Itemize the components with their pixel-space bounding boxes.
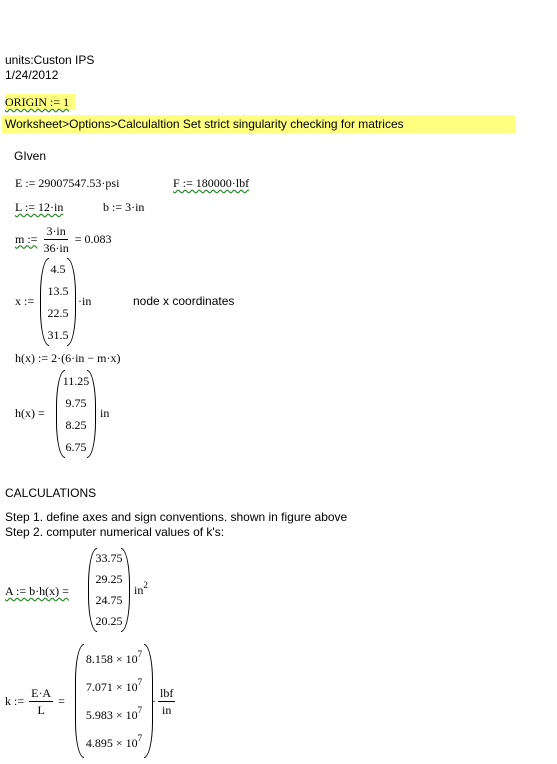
k-value (75, 733, 153, 751)
x-note: node x coordinates (133, 294, 235, 308)
k-mantissa: 5.983 × 10 (85, 708, 138, 722)
A-lhs: A := b·h(x) = (5, 584, 69, 598)
k-equals: = (58, 693, 65, 708)
x-value: 22.5 (47, 306, 69, 320)
k-value (75, 677, 153, 695)
h-value: 6.75 (65, 440, 87, 454)
m-lhs: m := (15, 231, 38, 246)
h-value: 8.25 (65, 418, 87, 432)
m-fraction (41, 223, 70, 256)
h-value: 11.25 (62, 374, 90, 388)
A-definition[interactable] (5, 584, 69, 599)
L-text: L := 12·in (15, 200, 64, 214)
k-exponent: 7 (137, 649, 143, 659)
calculations-heading: CALCULATIONS (5, 486, 97, 500)
k-unit (152, 683, 175, 719)
F-definition[interactable] (173, 176, 249, 191)
origin-statement[interactable] (5, 94, 75, 110)
k-definition[interactable] (5, 683, 65, 719)
A-unit (134, 580, 148, 598)
k-mantissa: 4.895 × 10 (85, 736, 138, 750)
h-lhs: h(x) = (15, 406, 45, 420)
x-value: 13.5 (47, 284, 69, 298)
k-unit-denominator: in (162, 702, 172, 717)
k-exponent: 7 (137, 705, 143, 715)
k-unit-dot: · (152, 693, 156, 708)
k-value (75, 649, 153, 667)
x-vector[interactable] (40, 258, 76, 346)
x-lhs: x := (15, 294, 35, 308)
E-definition[interactable]: E := 29007547.53·psi (15, 176, 120, 190)
m-numerator: 3·in (46, 223, 66, 238)
A-value: 20.25 (95, 614, 123, 628)
k-lhs: k := (5, 693, 25, 708)
origin-text: ORIGIN := 1 (5, 95, 70, 109)
date-text: 1/24/2012 (5, 68, 59, 82)
given-label: GIven (14, 149, 47, 163)
k-denominator: L (37, 702, 45, 717)
h-vector[interactable] (56, 370, 96, 458)
worksheet-note[interactable]: Worksheet>Options>Calculaltion Set strict singularity checking for matrices (2, 115, 515, 133)
L-definition[interactable] (15, 200, 63, 215)
F-text: F := 180000·lbf (173, 176, 250, 190)
b-definition[interactable]: b := 3·in (103, 200, 145, 214)
k-vector[interactable] (75, 644, 153, 758)
A-value: 33.75 (95, 551, 123, 565)
A-value: 29.25 (95, 572, 123, 586)
units-text: units:Custon IPS (5, 53, 95, 67)
A-vector[interactable] (88, 548, 130, 632)
k-exponent: 7 (137, 677, 143, 687)
m-denominator: 36·in (43, 240, 69, 255)
k-mantissa: 7.071 × 10 (85, 680, 138, 694)
h-value: 9.75 (65, 396, 87, 410)
x-unit: ·in (78, 294, 92, 308)
A-unit-exponent: 2 (143, 580, 148, 590)
k-value (75, 705, 153, 723)
x-value: 31.5 (47, 328, 69, 342)
A-value: 24.75 (95, 593, 123, 607)
m-result: = 0.083 (74, 231, 112, 246)
x-value: 4.5 (50, 262, 66, 276)
step1-text: Step 1. define axes and sign conventions. shown in figure above (5, 510, 348, 524)
k-unit-fraction (158, 685, 175, 718)
m-definition[interactable] (15, 221, 112, 257)
step2-text: Step 2. computer numerical values of k's: (5, 525, 225, 539)
h-unit: in (100, 406, 110, 420)
k-mantissa: 8.158 × 10 (85, 652, 138, 666)
A-unit-base: in (134, 583, 144, 597)
h-definition[interactable]: h(x) := 2·(6·in − m·x) (15, 351, 121, 365)
k-fraction (29, 685, 53, 718)
k-exponent: 7 (137, 733, 143, 743)
k-unit-numerator: lbf (160, 685, 174, 700)
k-numerator: E·A (31, 685, 52, 700)
